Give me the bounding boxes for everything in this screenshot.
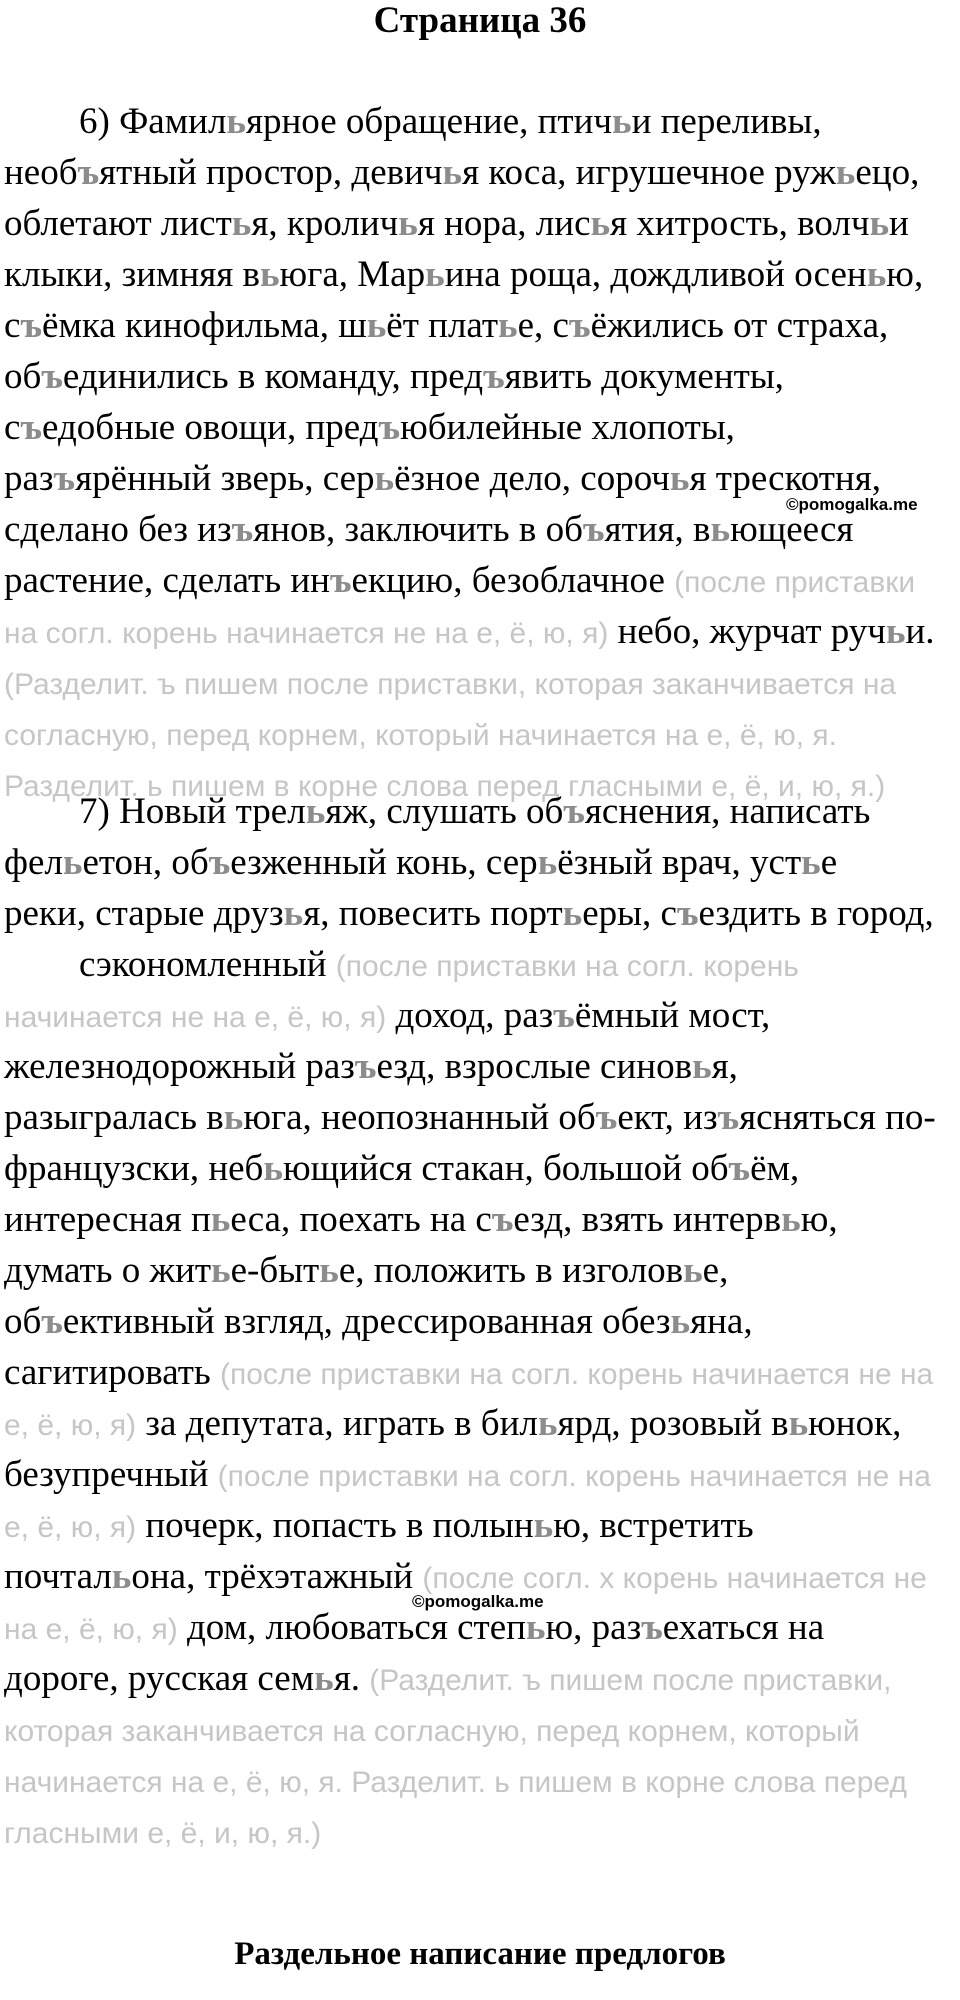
- text-line: [4, 1041, 956, 1092]
- highlighted-sign: ъ: [354, 1046, 377, 1087]
- explanation-note: (после приставки на согл. корень: [335, 950, 799, 983]
- text-fragment: екцию, безоблачное: [351, 560, 675, 601]
- text-fragment: едобные овощи, пред: [42, 407, 379, 448]
- text-fragment: я,: [711, 1046, 738, 1087]
- text-line: [4, 1755, 956, 1806]
- explanation-note: которая заканчивается на согласную, перед корнем, который: [4, 1715, 860, 1748]
- text-line: [4, 939, 956, 990]
- text-fragment: сагитировать: [4, 1352, 220, 1393]
- text-fragment: единились в команду, пред: [62, 356, 484, 397]
- highlighted-sign: ь: [885, 611, 906, 652]
- text-fragment: и переливы,: [631, 101, 822, 142]
- highlighted-sign: ъ: [717, 1097, 740, 1138]
- highlighted-sign: ъ: [208, 842, 231, 883]
- text-fragment: ю,: [800, 1199, 838, 1240]
- text-fragment: ятия, в: [604, 509, 711, 550]
- highlighted-sign: ь: [263, 1148, 283, 1189]
- explanation-note: (после приставки на согл. корень начинается не на: [217, 1460, 931, 1493]
- text-fragment: юга, Мар: [279, 254, 426, 295]
- highlighted-sign: ъ: [641, 1607, 663, 1648]
- text-fragment: ективный взгляд, дрессированная обез: [62, 1301, 671, 1342]
- text-fragment: еры, с: [582, 893, 677, 934]
- text-line: [4, 1500, 956, 1551]
- text-fragment: с: [4, 305, 21, 346]
- text-line: [4, 96, 956, 147]
- text-fragment: почерк, попасть в полын: [136, 1505, 534, 1546]
- highlighted-sign: ъ: [676, 893, 699, 934]
- explanation-note: Разделит. ь пишем в корне слова перед гласными е, ё, и, ю, я.): [4, 770, 886, 803]
- explanation-note: (Разделит. ъ пишем после приставки,: [369, 1664, 892, 1697]
- text-fragment: ёзный врач, уст: [557, 842, 802, 883]
- text-fragment: езд, взрослые синов: [376, 1046, 693, 1087]
- text-fragment: етон, об: [82, 842, 209, 883]
- text-fragment: е: [820, 842, 838, 883]
- text-fragment: 7) Новый трел: [79, 791, 306, 832]
- highlighted-sign: ь: [869, 203, 890, 244]
- text-fragment: французски, неб: [4, 1148, 264, 1189]
- text-fragment: янов, заключить в об: [253, 509, 583, 550]
- text-fragment: ярное обращение, птич: [245, 101, 612, 142]
- highlighted-sign: ъ: [568, 305, 591, 346]
- text-fragment: ёжились от страха,: [590, 305, 889, 346]
- text-line: [4, 198, 956, 249]
- highlighted-sign: ъ: [77, 152, 100, 193]
- highlighted-sign: ъ: [53, 458, 76, 499]
- text-line: [4, 1194, 956, 1245]
- text-fragment: раз: [4, 458, 54, 499]
- text-fragment: она, трёхэтажный: [131, 1556, 423, 1597]
- highlighted-sign: ь: [226, 101, 246, 142]
- text-line: [4, 786, 956, 837]
- highlighted-sign: ь: [669, 458, 690, 499]
- text-line: [4, 402, 956, 453]
- highlighted-sign: ъ: [563, 791, 585, 832]
- text-fragment: я.: [333, 1658, 370, 1699]
- text-fragment: яж, слушать об: [325, 791, 564, 832]
- text-fragment: ёмный мост,: [574, 995, 771, 1036]
- explanation-note: (Разделит. ъ пишем после приставки, которая заканчивается на: [4, 668, 897, 701]
- text-fragment: думать о жит: [4, 1250, 212, 1291]
- highlighted-sign: ъ: [20, 305, 43, 346]
- text-fragment: железнодорожный раз: [4, 1046, 355, 1087]
- highlighted-sign: ь: [425, 254, 445, 295]
- text-fragment: ёт плат: [386, 305, 499, 346]
- text-fragment: ехаться на: [662, 1607, 825, 1648]
- highlighted-sign: ь: [590, 203, 611, 244]
- explanation-note: на е, ё, ю, я): [4, 1613, 178, 1646]
- text-fragment: безупречный: [4, 1454, 218, 1495]
- explanation-note: е, ё, ю, я): [4, 1511, 137, 1544]
- text-line: [4, 1245, 956, 1296]
- text-fragment: реки, старые друз: [4, 893, 284, 934]
- text-fragment: ющийся стакан, большой об: [282, 1148, 729, 1189]
- text-line: [4, 300, 956, 351]
- highlighted-sign: ь: [537, 842, 558, 883]
- highlighted-sign: ь: [788, 1403, 809, 1444]
- text-fragment: об: [4, 356, 42, 397]
- text-fragment: сделано без из: [4, 509, 232, 550]
- highlighted-sign: ь: [210, 1199, 231, 1240]
- text-fragment: ина роща, дождливой осен: [444, 254, 867, 295]
- text-fragment: и: [889, 203, 909, 244]
- text-fragment: я, повесить порт: [303, 893, 563, 934]
- watermark: ©pomogalka.me: [412, 1592, 544, 1611]
- exercise-7-text: [4, 786, 956, 1857]
- text-fragment: с: [4, 407, 21, 448]
- highlighted-sign: ь: [314, 1658, 334, 1699]
- highlighted-sign: ь: [670, 1301, 691, 1342]
- text-line: [4, 1704, 956, 1755]
- text-fragment: ярённый зверь, сер: [75, 458, 375, 499]
- highlighted-sign: ь: [223, 1097, 244, 1138]
- exercise-6-text: [4, 96, 956, 810]
- highlighted-sign: ъ: [728, 1148, 751, 1189]
- text-fragment: ездить в город,: [698, 893, 934, 934]
- explanation-note: на согл. корень начинается не на е, ё, ю, я): [4, 617, 609, 650]
- highlighted-sign: ь: [231, 203, 252, 244]
- explanation-note: (после приставки: [674, 566, 916, 599]
- text-fragment: явить документы,: [504, 356, 784, 397]
- highlighted-sign: ъ: [329, 560, 352, 601]
- text-fragment: е,: [702, 1250, 729, 1291]
- text-fragment: почтал: [4, 1556, 112, 1597]
- text-line: [4, 606, 956, 657]
- highlighted-sign: ь: [374, 458, 395, 499]
- text-fragment: ясняться по-: [739, 1097, 936, 1138]
- text-fragment: за депутата, играть в бил: [136, 1403, 538, 1444]
- text-fragment: я трескотня,: [689, 458, 881, 499]
- text-fragment: ющееся: [730, 509, 854, 550]
- text-fragment: ёмка кинофильма, ш: [42, 305, 367, 346]
- text-line: [4, 1398, 956, 1449]
- text-fragment: сэкономленный: [79, 944, 336, 985]
- highlighted-sign: ь: [283, 893, 304, 934]
- text-line: [4, 1143, 956, 1194]
- highlighted-sign: ъ: [41, 1301, 63, 1342]
- highlighted-sign: ъ: [378, 407, 401, 448]
- highlighted-sign: ь: [781, 1199, 801, 1240]
- text-fragment: езженный конь, сер: [230, 842, 538, 883]
- highlighted-sign: ь: [562, 893, 583, 934]
- text-fragment: клыки, зимняя в: [4, 254, 260, 295]
- highlighted-sign: ь: [366, 305, 387, 346]
- text-line: [4, 837, 956, 888]
- highlighted-sign: ъ: [553, 995, 575, 1036]
- highlighted-sign: ь: [111, 1556, 132, 1597]
- text-fragment: доход, раз: [386, 995, 554, 1036]
- explanation-note: гласными е, ё, и, ю, я.): [4, 1817, 322, 1850]
- highlighted-sign: ъ: [582, 509, 605, 550]
- text-line: [4, 249, 956, 300]
- text-fragment: дом, любоваться степ: [177, 1607, 526, 1648]
- text-fragment: облетают лист: [4, 203, 232, 244]
- highlighted-sign: ь: [211, 1250, 231, 1291]
- highlighted-sign: ь: [692, 1046, 712, 1087]
- text-fragment: е, с: [517, 305, 569, 346]
- text-fragment: е-быт: [230, 1250, 320, 1291]
- explanation-note: согласную, перед корнем, который начинается на е, ё, ю, я.: [4, 719, 837, 752]
- text-fragment: ю, встретить: [553, 1505, 754, 1546]
- text-fragment: езд, взять интерв: [513, 1199, 782, 1240]
- highlighted-sign: ь: [398, 203, 418, 244]
- highlighted-sign: ь: [835, 152, 856, 193]
- text-fragment: ёзное дело, сороч: [394, 458, 670, 499]
- text-fragment: 6) Фамил: [79, 101, 227, 142]
- highlighted-sign: ъ: [231, 509, 254, 550]
- highlighted-sign: ь: [801, 842, 821, 883]
- explanation-note: начинается на е, ё, ю, я. Разделит. ь пишем в корне слова перед: [4, 1766, 907, 1799]
- text-fragment: интересная п: [4, 1199, 211, 1240]
- highlighted-sign: ъ: [41, 356, 63, 397]
- text-fragment: об: [4, 1301, 42, 1342]
- highlighted-sign: ь: [612, 101, 632, 142]
- explanation-note: начинается не на е, ё, ю, я): [4, 1001, 387, 1034]
- watermark: ©pomogalka.me: [786, 495, 918, 514]
- highlighted-sign: ь: [305, 791, 326, 832]
- text-fragment: ярд, розовый в: [557, 1403, 789, 1444]
- highlighted-sign: ь: [319, 1250, 339, 1291]
- text-fragment: и.: [905, 611, 935, 652]
- text-fragment: я нора, лис: [417, 203, 591, 244]
- text-line: [4, 1653, 956, 1704]
- highlighted-sign: ь: [537, 1403, 558, 1444]
- text-fragment: юнок,: [808, 1403, 902, 1444]
- text-fragment: я коса, игрушечное руж: [462, 152, 836, 193]
- text-line: [4, 1296, 956, 1347]
- text-fragment: я, кролич: [251, 203, 399, 244]
- highlighted-sign: ь: [525, 1607, 546, 1648]
- text-line: [4, 708, 956, 759]
- text-fragment: ецо,: [855, 152, 920, 193]
- highlighted-sign: ъ: [491, 1199, 514, 1240]
- text-fragment: небо, журчат руч: [608, 611, 886, 652]
- text-fragment: фел: [4, 842, 63, 883]
- text-fragment: разыгралась в: [4, 1097, 224, 1138]
- text-fragment: ю, раз: [545, 1607, 642, 1648]
- text-line: [4, 555, 956, 606]
- highlighted-sign: ь: [710, 509, 731, 550]
- text-line: [4, 1092, 956, 1143]
- highlighted-sign: ъ: [483, 356, 505, 397]
- text-line: [4, 888, 956, 939]
- highlighted-sign: ь: [866, 254, 887, 295]
- highlighted-sign: ь: [442, 152, 463, 193]
- section-heading: Раздельное написание предлогов: [234, 1936, 726, 1972]
- text-fragment: ятный простор, девич: [99, 152, 443, 193]
- explanation-note: (после приставки на согл. корень начинается не на: [219, 1358, 934, 1391]
- highlighted-sign: ъ: [20, 407, 43, 448]
- text-fragment: я хитрость, волч: [610, 203, 870, 244]
- text-fragment: ём,: [750, 1148, 800, 1189]
- text-fragment: е, положить в изголов: [338, 1250, 684, 1291]
- text-fragment: дороге, русская сем: [4, 1658, 315, 1699]
- text-line: [4, 1347, 956, 1398]
- text-fragment: яна,: [690, 1301, 753, 1342]
- text-line: [4, 657, 956, 708]
- text-line: [4, 990, 956, 1041]
- text-fragment: еса, поехать на с: [230, 1199, 492, 1240]
- highlighted-sign: ь: [533, 1505, 554, 1546]
- highlighted-sign: ь: [498, 305, 518, 346]
- text-line: [4, 1449, 956, 1500]
- text-fragment: необ: [4, 152, 78, 193]
- text-fragment: яснения, написать: [584, 791, 871, 832]
- highlighted-sign: ь: [683, 1250, 703, 1291]
- text-line: [4, 351, 956, 402]
- highlighted-sign: ъ: [595, 1097, 618, 1138]
- highlighted-sign: ь: [62, 842, 83, 883]
- explanation-note: е, ё, ю, я): [4, 1409, 137, 1442]
- text-fragment: ю,: [886, 254, 924, 295]
- highlighted-sign: ь: [259, 254, 280, 295]
- page-title: Страница 36: [373, 0, 587, 41]
- text-fragment: растение, сделать ин: [4, 560, 330, 601]
- text-fragment: ект, из: [617, 1097, 718, 1138]
- text-line: [4, 147, 956, 198]
- text-fragment: юга, неопознанный об: [243, 1097, 596, 1138]
- text-line: [4, 1806, 956, 1857]
- text-fragment: юбилейные хлопоты,: [400, 407, 735, 448]
- explanation-note: (после согл. х корень начинается не: [422, 1562, 927, 1595]
